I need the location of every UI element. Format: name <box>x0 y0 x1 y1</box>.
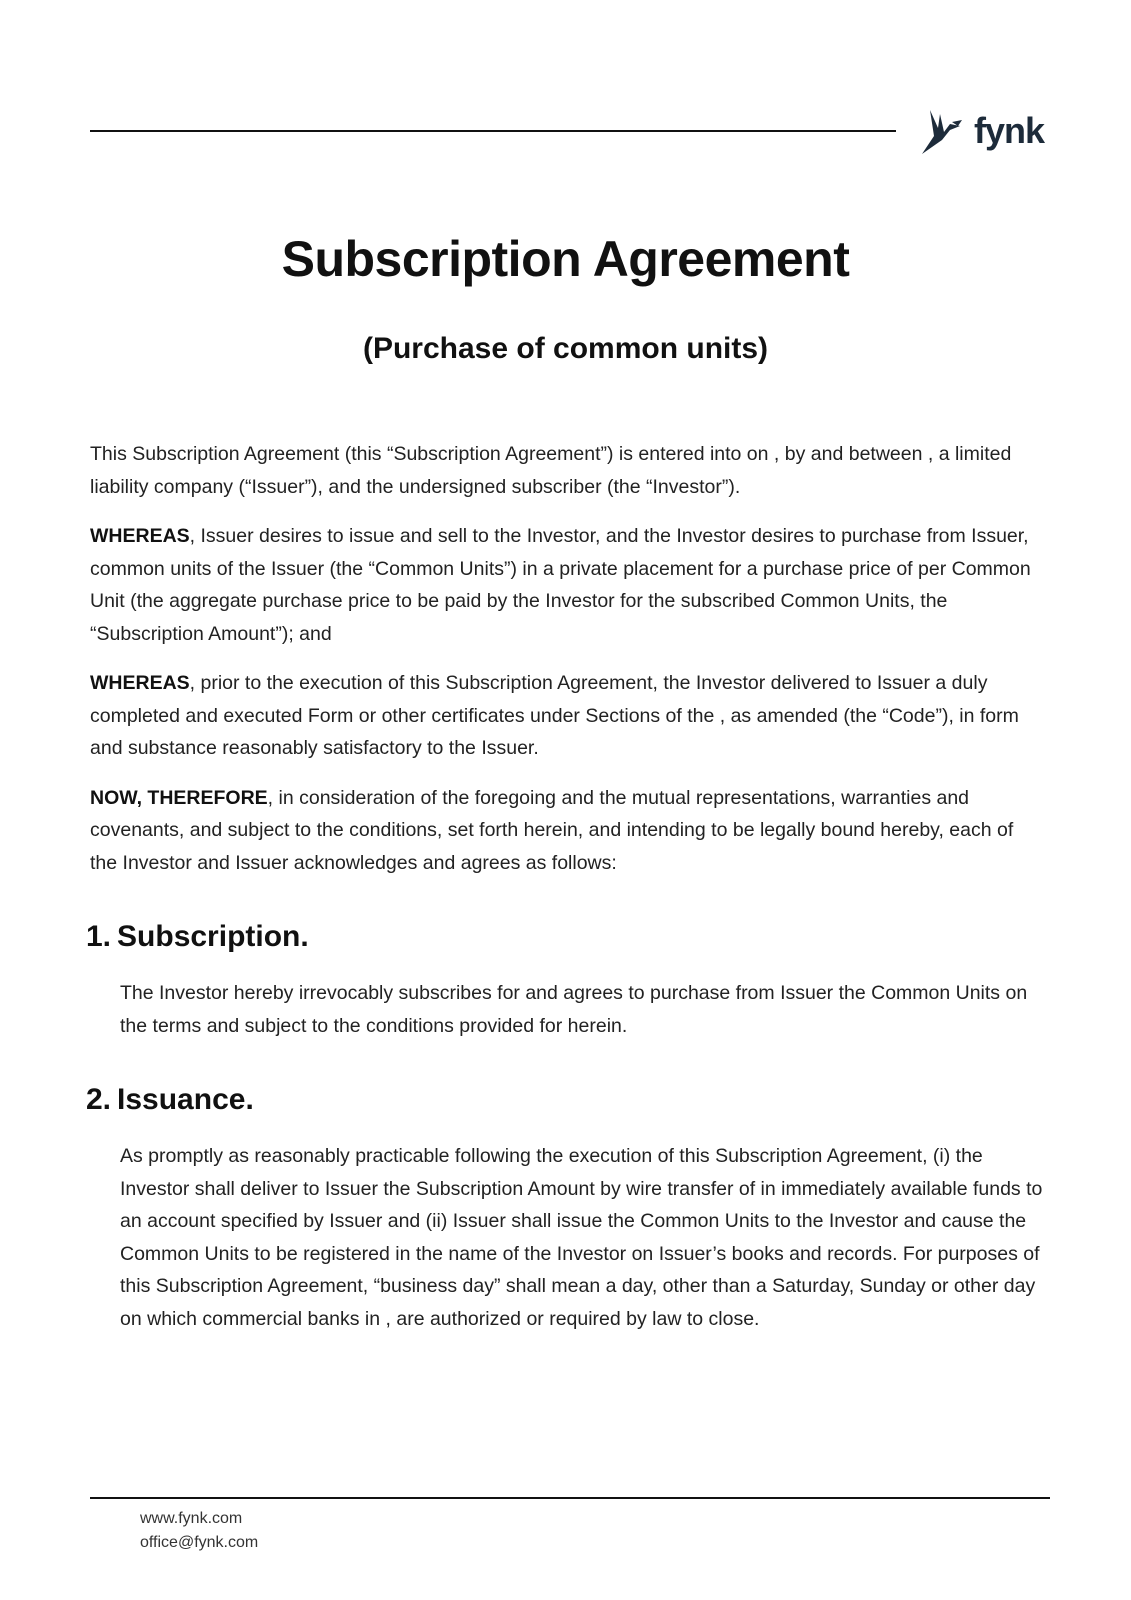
footer <box>140 1507 258 1555</box>
header-divider <box>90 130 896 132</box>
section-issuance <box>86 1080 1043 1335</box>
agreement-body <box>86 438 1043 1335</box>
footer-email-link[interactable]: office@fynk.com <box>140 1534 259 1551</box>
intro-paragraph: This Subscription Agreement (this “Subscription Agreement”) is entered into on , by and between , a limited liability company (“Issuer”), and the undersigned subscriber (the “Investor”). <box>90 443 1012 498</box>
recital-lead: NOW, THEREFORE <box>90 786 268 809</box>
recital-text: , in consideration of the foregoing and the mutual representations, warranties and covenants, and subject to the conditions, set forth herein, and intending to be legally bound hereby, each of the Investor and Issuer acknowledges and agrees as follows: <box>90 786 1014 874</box>
section-body: The Investor hereby irrevocably subscribes for and agrees to purchase from Issuer the Common Units on the terms and subject to the conditions provided for herein. <box>120 982 1028 1037</box>
section-heading <box>86 1080 1040 1120</box>
recital-text: , prior to the execution of this Subscription Agreement, the Investor delivered to Issuer a duly completed and executed Form or other certificates under Sections of the , as amended (the “Code”), in form and substance reasonably satisfactory to the Issuer. <box>90 672 1019 759</box>
recital-paragraph <box>90 782 1040 880</box>
brand-logo <box>920 106 1044 156</box>
footer-divider <box>90 1497 1050 1499</box>
recital-lead: WHEREAS <box>90 672 190 694</box>
logo-text: fynk <box>974 110 1045 151</box>
document-subtitle: (Purchase of common units) <box>362 332 769 365</box>
recital-lead: WHEREAS <box>90 525 190 547</box>
recital-paragraph <box>90 520 1040 650</box>
section-number: 2. <box>86 1083 112 1116</box>
section-heading <box>86 917 1040 957</box>
recital-text: , Issuer desires to issue and sell to the Investor, and the Investor desires to purchase from Issuer, common units of the Issuer (the “Common Units”) in a private placement for a purchase price of per Common Unit (the aggregate purchase price to be paid by the Investor for the subscribed Common Units, the “Subscription Amount”); and <box>90 525 1031 645</box>
section-title: Subscription. <box>117 920 309 953</box>
section-body: As promptly as reasonably practicable following the execution of this Subscription Agreement, (i) the Investor shall deliver to Issuer the Subscription Amount by wire transfer of in immediately available funds to an account specified by Issuer and (ii) Issuer shall issue the Common Units to the Investor and cause the Common Units to be registered in the name of the Investor on Issuer’s books and records. For purposes of this Subscription Agreement, “business day” shall mean a day, other than a Saturday, Sunday or other day on which commercial banks in , are authorized or required by law to close. <box>120 1145 1043 1330</box>
section-subscription <box>86 917 1040 1042</box>
bird-logo-icon <box>920 106 966 156</box>
footer-website-link[interactable]: www.fynk.com <box>140 1510 243 1527</box>
document-title: Subscription Agreement <box>281 231 850 287</box>
section-title: Issuance. <box>117 1083 254 1116</box>
section-number: 1. <box>86 920 112 953</box>
recital-paragraph <box>90 667 1040 765</box>
